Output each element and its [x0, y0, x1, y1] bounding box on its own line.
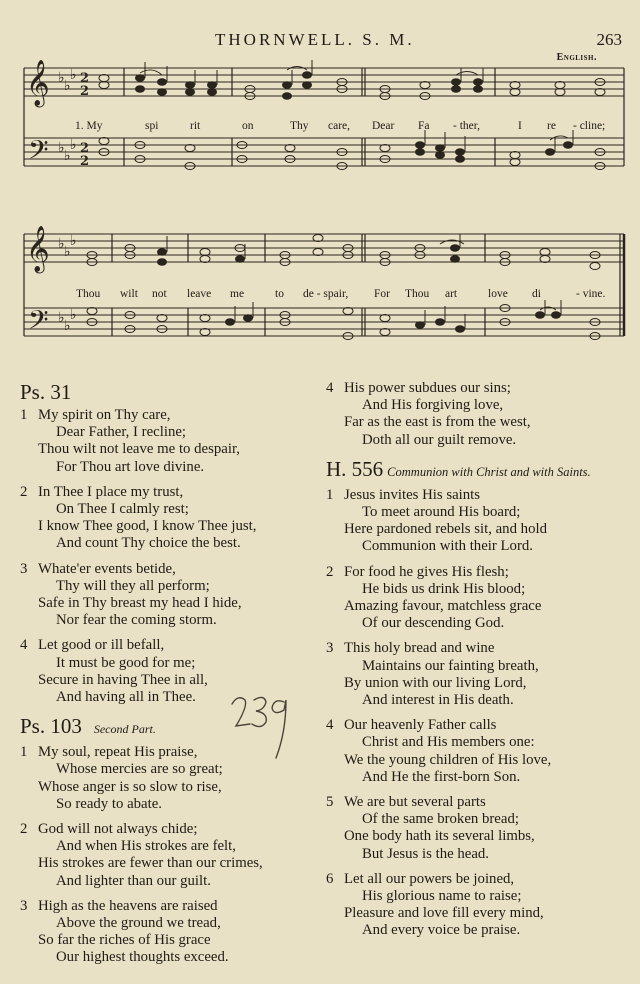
- verse-line: [20, 949, 312, 966]
- stanza: [326, 794, 626, 863]
- verse-line: [326, 504, 626, 521]
- verse-line: [326, 414, 626, 431]
- verse-text: Safe in Thy breast my head I hide,: [38, 595, 242, 612]
- verse-text: And interest in His death.: [362, 692, 514, 709]
- svg-text:𝄞: 𝄞: [26, 60, 50, 106]
- tune-title: THORNWELL. S. M.: [215, 30, 415, 49]
- verse-text: Of the same broken bread;: [362, 811, 519, 828]
- verse-line: [20, 424, 312, 441]
- verse-line: [20, 407, 312, 424]
- lyrics-line-2: [0, 288, 640, 302]
- verse-line: [20, 578, 312, 595]
- lyric-syllable: Thou: [405, 288, 430, 300]
- verse-line: [326, 769, 626, 786]
- svg-text:♭: ♭: [64, 78, 71, 94]
- lyric-syllable: on: [242, 120, 254, 132]
- verse-line: [20, 779, 312, 796]
- verse-line: [326, 615, 626, 632]
- verse-line: [20, 761, 312, 778]
- lyric-syllable: Thou: [76, 288, 101, 300]
- stanza: [326, 640, 626, 709]
- verse-text: And count Thy choice the best.: [56, 535, 241, 552]
- hymn-subject: Communion with Christ and with Saints.: [387, 464, 591, 479]
- verse-line: [20, 672, 312, 689]
- lyric-syllable: I: [518, 120, 522, 132]
- hymn-heading: [326, 457, 626, 484]
- left-column: [20, 380, 312, 975]
- lyric-syllable: not: [152, 288, 167, 300]
- verse-text: We are but several parts: [344, 794, 486, 811]
- verse-line: [20, 612, 312, 629]
- verse-line: [326, 397, 626, 414]
- verse-text: Here pardoned rebels sit, and hold: [344, 521, 547, 538]
- verse-line: [326, 432, 626, 449]
- verse-line: [20, 484, 312, 501]
- lyric-syllable: me: [230, 288, 245, 300]
- verse-text: On Thee I calmly rest;: [56, 501, 189, 518]
- music-system-2: [0, 222, 640, 360]
- verse-line: [326, 487, 626, 504]
- svg-text:♭: ♭: [70, 233, 77, 249]
- lyric-syllable: - ther,: [453, 120, 480, 132]
- verse-line: [326, 380, 626, 397]
- psalm-title: Ps. 31: [20, 380, 72, 404]
- stanza-number: 6: [326, 870, 334, 887]
- verse-text: Let all our powers be joined,: [344, 870, 515, 887]
- stanza: [20, 407, 312, 476]
- svg-text:♭: ♭: [70, 137, 77, 153]
- lyric-syllable: re: [547, 120, 556, 132]
- verse-line: [326, 717, 626, 734]
- lyric-syllable: love: [488, 288, 508, 300]
- svg-text:♭: ♭: [58, 310, 65, 326]
- lyric-syllable: leave: [187, 288, 212, 300]
- verse-text: My spirit on Thy care,: [38, 407, 171, 423]
- stanza: [20, 561, 312, 630]
- psalm-title: Ps. 103: [20, 714, 82, 739]
- verse-line: [20, 855, 312, 872]
- stanza-number: 4: [326, 717, 334, 734]
- svg-text:♭: ♭: [64, 244, 71, 260]
- verse-line: [326, 521, 626, 538]
- verse-line: [326, 658, 626, 675]
- svg-text:2: 2: [80, 71, 90, 86]
- verse-text: And every voice be praise.: [362, 922, 521, 939]
- verse-line: [326, 828, 626, 845]
- verse-text: For food he gives His flesh;: [344, 563, 509, 580]
- stanza-number: 2: [20, 483, 28, 500]
- verse-text: I know Thee good, I know Thee just,: [38, 518, 257, 535]
- verse-text: Our heavenly Father calls: [344, 717, 497, 734]
- stanza: [326, 717, 626, 786]
- verse-text: Far as the east is from the west,: [344, 414, 531, 431]
- lyric-syllable: Fa: [418, 120, 430, 132]
- verse-line: [20, 796, 312, 813]
- stanza-number: 5: [326, 794, 334, 811]
- verse-line: [20, 821, 312, 838]
- verse-line: [20, 637, 312, 654]
- verse-text: Nor fear the coming storm.: [56, 612, 217, 629]
- stanza-number: 3: [326, 640, 334, 657]
- hymn-556-stanzas: [326, 487, 626, 940]
- verse-text: This holy bread and wine: [344, 640, 495, 657]
- verse-line: [326, 905, 626, 922]
- verse-line: [20, 561, 312, 578]
- page-number: 263: [596, 30, 622, 49]
- verse-line: [20, 838, 312, 855]
- verse-text: So far the riches of His grace: [38, 932, 211, 949]
- verse-line: [326, 675, 626, 692]
- verse-text: His glorious name to raise;: [362, 888, 522, 905]
- psalm-103-stanzas: [20, 744, 312, 966]
- verse-text: Amazing favour, matchless grace: [344, 598, 542, 615]
- verse-line: [20, 595, 312, 612]
- verse-line: [20, 655, 312, 672]
- verse-line: [20, 932, 312, 949]
- verse-text: For Thou art love divine.: [56, 458, 205, 475]
- verse-text: High as the heavens are raised: [38, 897, 218, 914]
- verse-text: Of our descending God.: [362, 615, 505, 632]
- composer-label: English.: [556, 52, 597, 63]
- verse-text: So ready to abate.: [56, 795, 163, 812]
- verse-text: God will not always chide;: [38, 821, 198, 838]
- verse-line: [20, 501, 312, 518]
- stanza-number: 2: [20, 821, 28, 838]
- verse-text: Whose mercies are so great;: [56, 761, 223, 778]
- verse-text: Let good or ill befall,: [38, 637, 165, 654]
- handwritten-note: [228, 692, 294, 762]
- verse-line: [20, 518, 312, 535]
- lyrics-line-1: [0, 120, 640, 134]
- hymn-number: H. 556: [326, 456, 384, 481]
- svg-text:2: 2: [80, 84, 90, 99]
- verse-text: Doth all our guilt remove.: [362, 431, 517, 448]
- verse-text: And having all in Thee.: [56, 689, 196, 706]
- lyric-syllable: to: [275, 288, 284, 300]
- lyric-syllable: de - spair,: [303, 288, 349, 300]
- lyric-syllable: rit: [190, 120, 201, 132]
- svg-text:2: 2: [80, 141, 90, 156]
- svg-text:♭: ♭: [58, 70, 65, 86]
- verse-line: [20, 915, 312, 932]
- verse-text: And when His strokes are felt,: [56, 838, 236, 855]
- stanza-number: 4: [20, 637, 28, 654]
- stanza-number: 1: [20, 407, 28, 423]
- lyric-syllable: wilt: [120, 288, 138, 300]
- verse-text: And He the first-born Son.: [362, 768, 521, 785]
- verse-text: Maintains our fainting breath,: [362, 657, 539, 674]
- verse-line: [326, 888, 626, 905]
- verse-line: [20, 898, 312, 915]
- svg-text:2: 2: [80, 154, 90, 169]
- verse-text: We the young children of His love,: [344, 751, 552, 768]
- stanza: [326, 871, 626, 940]
- verse-text: And His forgiving love,: [362, 397, 504, 414]
- svg-text:♭: ♭: [64, 148, 71, 164]
- verse-line: [326, 871, 626, 888]
- verse-line: [20, 441, 312, 458]
- verse-text: In Thee I place my trust,: [38, 483, 184, 500]
- lyric-syllable: For: [374, 288, 390, 300]
- music-system-1: [0, 60, 640, 192]
- stanza: [326, 487, 626, 556]
- verse-text: My soul, repeat His praise,: [38, 744, 198, 761]
- part-label: Second Part.: [93, 722, 156, 737]
- lyric-syllable: - vine.: [576, 288, 606, 300]
- stanza-number: 4: [326, 380, 334, 396]
- lyric-syllable: 1. My: [75, 120, 103, 132]
- verse-text: Jesus invites His saints: [344, 486, 481, 503]
- verse-text: To meet around His board;: [362, 504, 521, 521]
- svg-text:♭: ♭: [58, 140, 65, 156]
- verse-line: [326, 846, 626, 863]
- stanza-number: 3: [20, 897, 28, 914]
- svg-text:𝄢: 𝄢: [28, 134, 49, 172]
- verse-text: His power subdues our sins;: [344, 380, 511, 396]
- stanza-number: 1: [20, 744, 28, 761]
- verse-line: [326, 922, 626, 939]
- right-column: [326, 380, 626, 948]
- lyric-syllable: care,: [328, 120, 351, 132]
- stanza: [326, 380, 626, 449]
- stanza-number: 1: [326, 486, 334, 503]
- verse-line: [326, 640, 626, 657]
- verse-line: [326, 752, 626, 769]
- verse-text: Pleasure and love fill every mind,: [344, 905, 544, 922]
- svg-text:♭: ♭: [64, 318, 71, 334]
- stanza: [20, 484, 312, 553]
- verse-line: [326, 811, 626, 828]
- verse-text: Whate'er events betide,: [38, 560, 176, 577]
- stanza: [326, 564, 626, 633]
- svg-text:♭: ♭: [58, 236, 65, 252]
- psalm-31-stanzas: [20, 407, 312, 706]
- verse-line: [326, 581, 626, 598]
- lyric-syllable: spi: [145, 120, 159, 132]
- svg-text:𝄞: 𝄞: [26, 226, 50, 272]
- verse-text: Dear Father, I recline;: [56, 424, 187, 441]
- verse-text: Secure in having Thee in all,: [38, 671, 208, 688]
- verse-text: His strokes are fewer than our crimes,: [38, 855, 263, 872]
- verse-text: Our highest thoughts exceed.: [56, 949, 229, 966]
- verse-line: [326, 692, 626, 709]
- verse-text: And lighter than our guilt.: [56, 872, 211, 889]
- lyric-syllable: - cline;: [573, 120, 606, 132]
- verse-text: Communion with their Lord.: [362, 538, 533, 555]
- stanza: [20, 821, 312, 890]
- verse-text: One body hath its several limbs,: [344, 828, 535, 845]
- lyric-syllable: art: [445, 288, 458, 300]
- verse-text: By union with our living Lord,: [344, 674, 527, 691]
- svg-text:♭: ♭: [70, 67, 77, 83]
- verse-text: It must be good for me;: [56, 654, 196, 671]
- svg-text:𝄢: 𝄢: [28, 304, 49, 342]
- stanza: [20, 898, 312, 967]
- verse-text: But Jesus is the head.: [362, 845, 489, 862]
- verse-line: [326, 538, 626, 555]
- verse-text: He bids us drink His blood;: [362, 580, 526, 597]
- verse-line: [326, 734, 626, 751]
- verse-text: Christ and His members one:: [362, 734, 535, 751]
- lyric-syllable: di: [532, 288, 541, 300]
- page-header: [0, 30, 640, 54]
- verse-line: [326, 794, 626, 811]
- psalm-heading: [20, 380, 312, 404]
- verse-text: Thou wilt not leave me to despair,: [38, 441, 240, 458]
- verse-line: [20, 873, 312, 890]
- verse-text: Whose anger is so slow to rise,: [38, 778, 222, 795]
- svg-text:♭: ♭: [70, 307, 77, 323]
- stanza-number: 3: [20, 560, 28, 577]
- lyric-syllable: Dear: [372, 120, 395, 132]
- psalm-103-continued: [326, 380, 626, 449]
- verse-text: Thy will they all perform;: [56, 577, 210, 594]
- verse-line: [20, 535, 312, 552]
- stanza-number: 2: [326, 563, 334, 580]
- verse-line: [326, 564, 626, 581]
- lyric-syllable: Thy: [290, 120, 309, 132]
- verse-line: [326, 598, 626, 615]
- verse-text: Above the ground we tread,: [56, 915, 221, 932]
- verse-line: [20, 459, 312, 476]
